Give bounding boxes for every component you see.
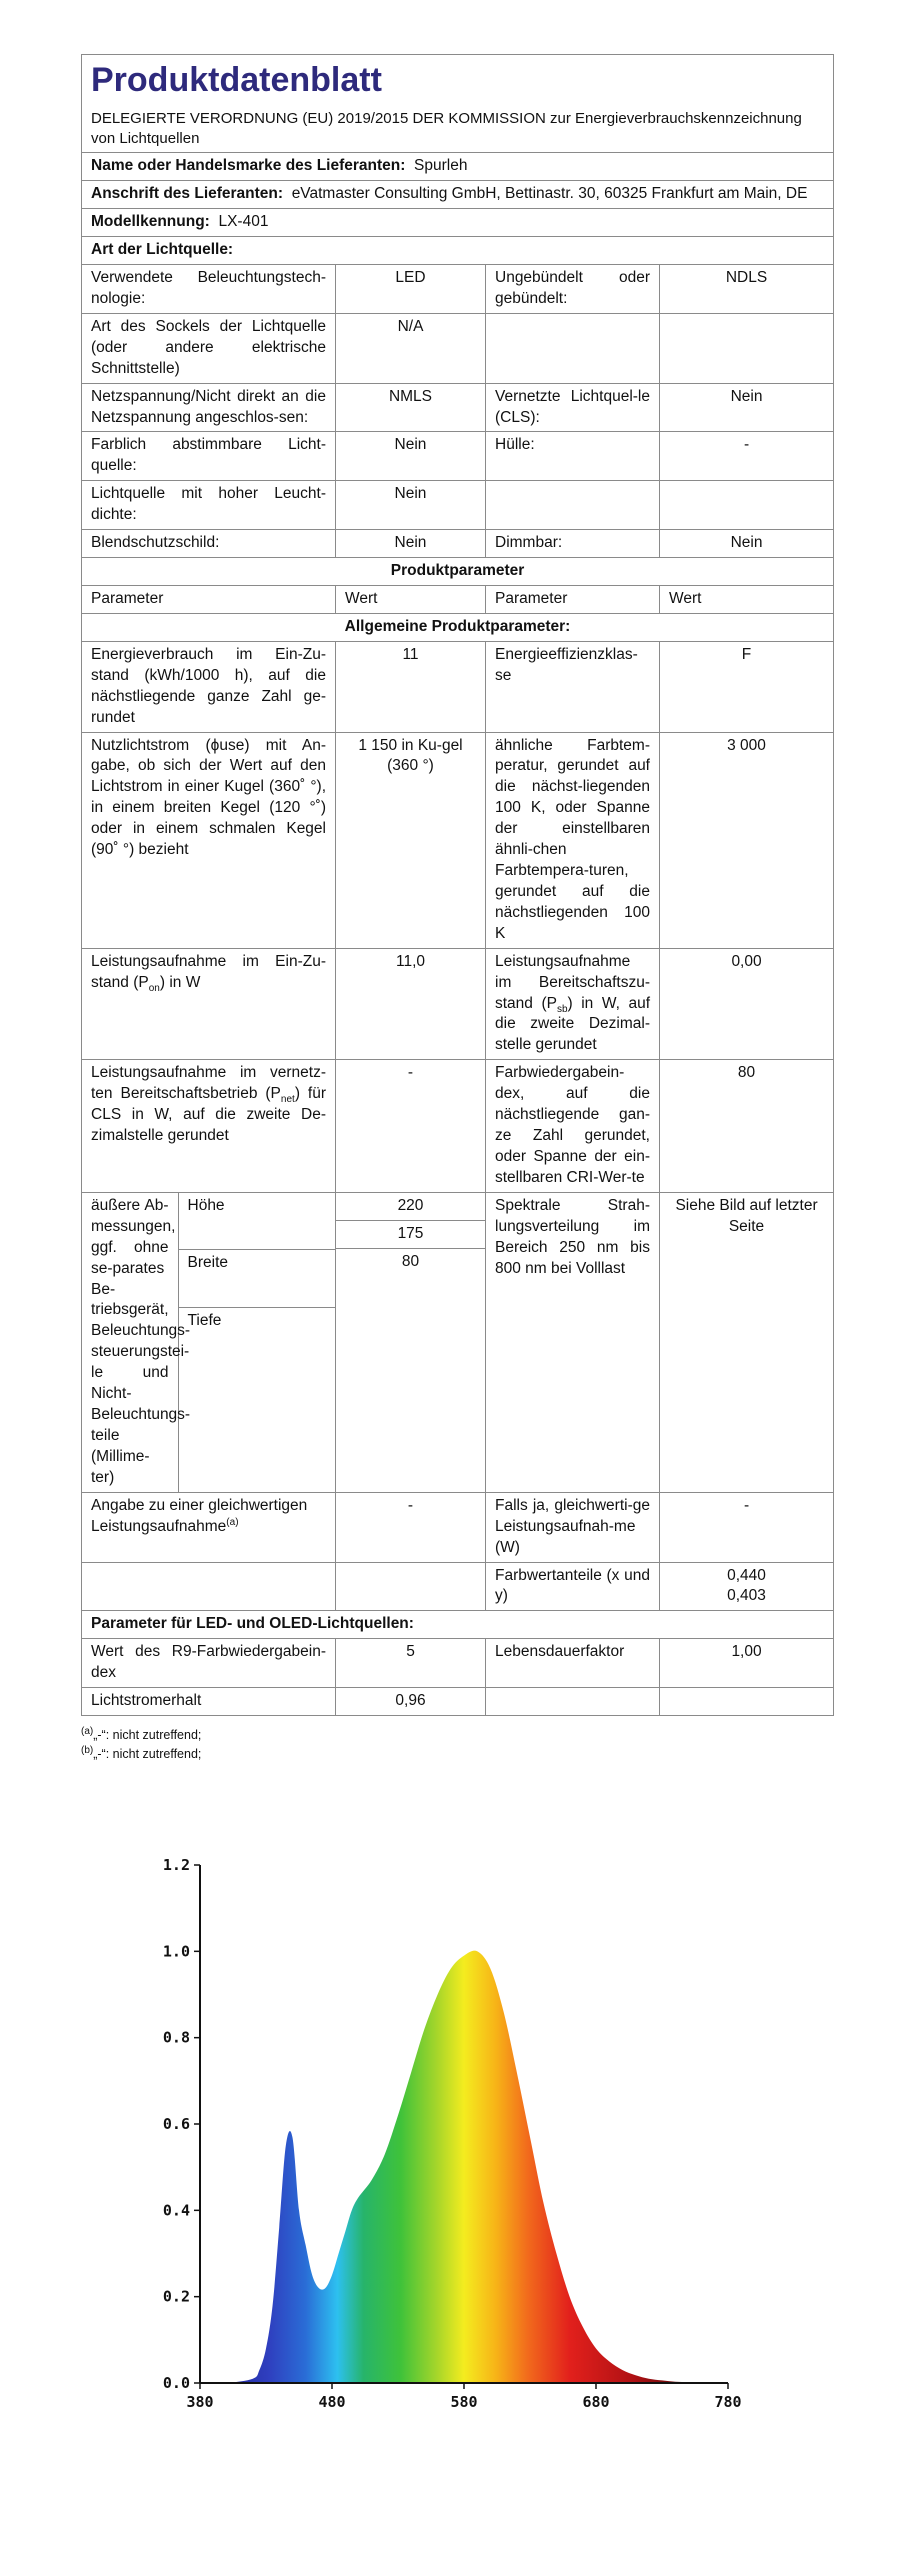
energy-class-value: F xyxy=(660,641,834,732)
header-cell xyxy=(82,55,834,153)
ls-row: Farblich abstimmbare Licht-quelle: Nein Hülle: - xyxy=(82,432,834,481)
y-tick-label: 0.0 xyxy=(162,2374,190,2392)
param-row: Energieverbrauch im Ein-Zu-stand (kWh/1000 h), auf die nächstliegende ganze Zahl ge-rundet 11 Energieeffizienzklas-se F xyxy=(82,641,834,732)
led-params-heading: Parameter für LED- und OLED-Lichtquellen: xyxy=(82,1611,834,1639)
param-row: Wert des R9-Farbwiedergabein-dex 5 Lebensdauerfaktor 1,00 xyxy=(82,1639,834,1688)
ls-row: Lichtquelle mit hoher Leucht-dichte: Nein xyxy=(82,481,834,530)
chroma-x: 0,440 xyxy=(727,1566,766,1584)
param-row: Leistungsaufnahme im vernetz-ten Bereitschaftsbetrieb $(P_{net})$ für CLS in W, auf die zweite De-zimalstelle gerundet - Farbwiedergabein-dex, auf die nächstliegende gan-ze Zahl gerundet, oder Spanne der ein-stellbaren CRI-Wer-te 80 xyxy=(82,1060,834,1193)
footnotes xyxy=(81,1726,833,1765)
x-tick-label: 780 xyxy=(714,2393,742,2411)
chroma-y: 0,403 xyxy=(727,1587,766,1605)
y-tick-label: 0.2 xyxy=(162,2287,190,2306)
ls-row: Art des Sockels der Lichtquelle (oder andere elektrische Schnittstelle) N/A xyxy=(82,313,834,383)
param-row: Leistungsaufnahme im Ein-Zu-stand $(P_{on})$ in W 11,0 Leistungsaufnahme im Bereitschaftszu-stand $(P_{sb})$ in W, auf die zweite Dezimal-stelle gerundet 0,00 xyxy=(82,948,834,1060)
x-tick-label: 380 xyxy=(186,2393,214,2411)
model-id: LX-401 xyxy=(218,213,269,231)
supplier-address-row: Anschrift des Lieferanten: eVatmaster Consulting GmbH, Bettinastr. 30, 60325 Frankfurt am Main, DE xyxy=(82,181,834,209)
supplier-address: eVatmaster Consulting GmbH, Bettinastr. 30, 60325 Frankfurt am Main, DE xyxy=(291,185,808,203)
ls-row: Blendschutzschild: Nein Dimmbar: Nein xyxy=(82,530,834,558)
model-row: Modellkennung: LX-401 xyxy=(82,209,834,237)
y-tick-label: 0.4 xyxy=(162,2201,190,2220)
footnote-a: $^{(a)}$„-“: nicht zutreffend; xyxy=(81,1725,202,1743)
y-tick-label: 0.8 xyxy=(162,2028,190,2047)
datasheet xyxy=(81,54,833,1765)
x-tick-label: 680 xyxy=(582,2393,610,2411)
y-tick-label: 1.2 xyxy=(162,1856,190,1874)
x-tick-label: 480 xyxy=(318,2393,346,2411)
supplier-name-row: Name oder Handelsmarke des Lieferanten: Spurleh xyxy=(82,153,834,181)
ls-row: Netzspannung/Nicht direkt an die Netzspannung angeschlos-sen: NMLS Vernetzte Lichtquel-le (CLS): Nein xyxy=(82,383,834,432)
y-tick-label: 0.6 xyxy=(162,2115,190,2133)
param-row: Farbwertanteile (x und y) 0,440 0,403 xyxy=(82,1562,834,1611)
page-title: Produktdatenblatt xyxy=(91,61,382,99)
regulation-subtitle: DELEGIERTE VERORDNUNG (EU) 2019/2015 DER KOMMISSION zur Energieverbrauchskennzeichnung von Lichtquellen xyxy=(91,109,802,148)
general-params-heading: Allgemeine Produktparameter: xyxy=(82,613,834,641)
param-row: Nutzlichtstrom (ϕuse) mit An-gabe, ob sich der Wert auf den Lichtstrom in einer Kugel (360˚ °), in einem breiten Kegel (120 °˚) oder in einem schmalen Kegel (90˚ °) bezieht 1 150 in Ku-gel (360 °) ähnliche Farbtem-peratur, gerundet auf die nächst-liegenden 100 K, oder Spanne der einstellbaren ähnli-chen Farbtempera-turen, gerundet auf die nächstliegenden 100 K 3 000 xyxy=(82,732,834,948)
product-params-heading: Produktparameter xyxy=(82,558,834,586)
height-value: 220 xyxy=(336,1193,485,1220)
light-source-heading: Art der Lichtquelle: xyxy=(82,237,834,265)
supplier-name: Spurleh xyxy=(414,157,468,175)
x-tick-label: 580 xyxy=(450,2393,478,2411)
product-data-table xyxy=(81,54,834,1716)
energy-consumption-value: 11 xyxy=(336,641,486,732)
param-row: Lichtstromerhalt 0,96 xyxy=(82,1688,834,1716)
footnote-b: $^{(b)}$„-“: nicht zutreffend; xyxy=(81,1745,202,1762)
depth-value: 80 xyxy=(401,1252,420,1270)
column-header-row: Parameter Wert Parameter Wert xyxy=(82,585,834,613)
y-tick-label: 1.0 xyxy=(162,1942,190,1961)
ls-row: Verwendete Beleuchtungstech-nologie: LED Ungebündelt oder gebündelt: NDLS xyxy=(82,264,834,313)
width-value: 175 xyxy=(336,1220,485,1248)
spectral-distribution-chart xyxy=(120,1845,760,2445)
spectrum-area xyxy=(200,1951,728,2383)
dimensions-row: äußere Ab-messungen, ggf. ohne se-parates Be-triebsgerät, Beleuchtungs-steuerungstei-le und Nicht-Beleuchtungs-teile (Millime-ter) Höhe Breite Tiefe 220 175 80 Spektrale Strah-lungsverteilung im Bereich 250 nm bis 800 nm bei Volllast Siehe Bild auf letzter Seite xyxy=(82,1192,834,1492)
param-row: Angabe zu einer gleichwertigen Leistungsaufnahme$^{(a)}$ - Falls ja, gleichwerti-ge Leistungsaufnah-me (W) - xyxy=(82,1492,834,1562)
